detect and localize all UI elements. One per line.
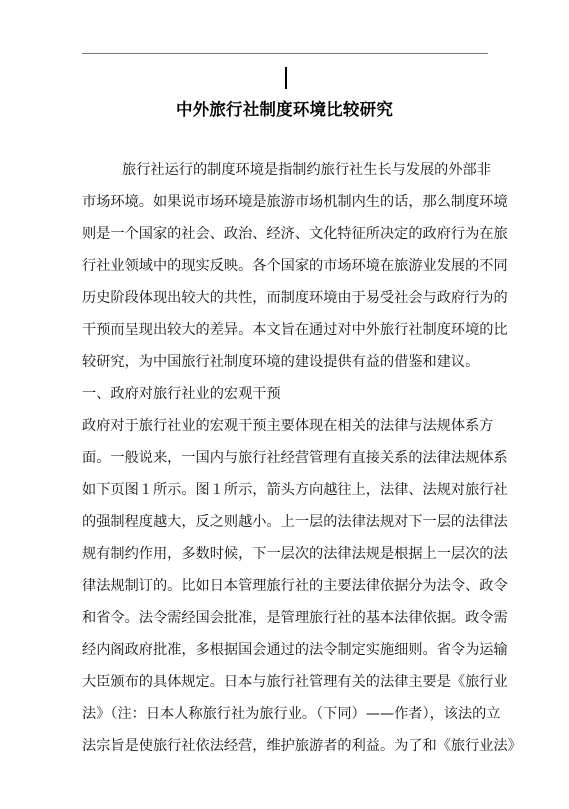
paragraph-line: 法宗旨是使旅行社依法经营，维护旅游者的利益。为了和《旅行业法》	[82, 738, 522, 754]
document-title: 中外旅行社制度环境比较研究	[175, 100, 394, 119]
paragraph-line: 行社业领域中的现实反映。各个国家的市场环境在旅游业发展的不同	[82, 258, 508, 274]
paragraph-line: 则是一个国家的社会、政治、经济、文化特征所决定的政府行为在旅	[82, 226, 508, 242]
paragraph-line: 较研究，为中国旅行社制度环境的建设提供有益的借鉴和建议。	[82, 354, 480, 370]
paragraph-line: 干预而呈现出较大的差异。本文旨在通过对中外旅行社制度环境的比	[82, 322, 508, 338]
paragraph-line: 规有制约作用，多数时候，下一层次的法律法规是根据上一层次的法	[82, 546, 508, 562]
paragraph-line: 经内阁政府批准，多根据国会通过的法令制定实施细则。省令为运输	[82, 642, 508, 658]
paragraph-line: 旅行社运行的制度环境是指制约旅行社生长与发展的外部非	[122, 162, 491, 178]
paragraph-line: 律法规制订的。比如日本管理旅行社的主要法律依据分为法令、政令	[82, 578, 508, 594]
paragraph-line: 如下页图１所示。图１所示，箭头方向越往上，法律、法规对旅行社	[82, 482, 508, 498]
paragraph-line: 大臣颁布的具体规定。日本与旅行社管理有关的法律主要是《旅行业	[82, 674, 508, 690]
section-heading: 一、政府对旅行社业的宏观干预	[82, 386, 281, 402]
paragraph-line: 面。一般说来，一国内与旅行社经营管理有直接关系的法律法规体系	[82, 450, 508, 466]
text-cursor	[285, 67, 287, 89]
header-rule	[82, 53, 488, 54]
paragraph-line: 和省令。法令需经国会批准，是管理旅行社的基本法律依据。政令需	[82, 610, 508, 626]
paragraph-line: 政府对于旅行社业的宏观干预主要体现在相关的法律与法规体系方	[82, 418, 494, 434]
paragraph-line: 历史阶段体现出较大的共性，而制度环境由于易受社会与政府行为的	[82, 290, 508, 306]
paragraph-line: 市场环境。如果说市场环境是旅游市场机制内生的话，那么制度环境	[82, 194, 508, 210]
paragraph-line: 法》（注：日本人称旅行社为旅行业。（下同）——作者），该法的立	[82, 706, 501, 722]
paragraph-line: 的强制程度越大，反之则越小。上一层的法律法规对下一层的法律法	[82, 514, 508, 530]
